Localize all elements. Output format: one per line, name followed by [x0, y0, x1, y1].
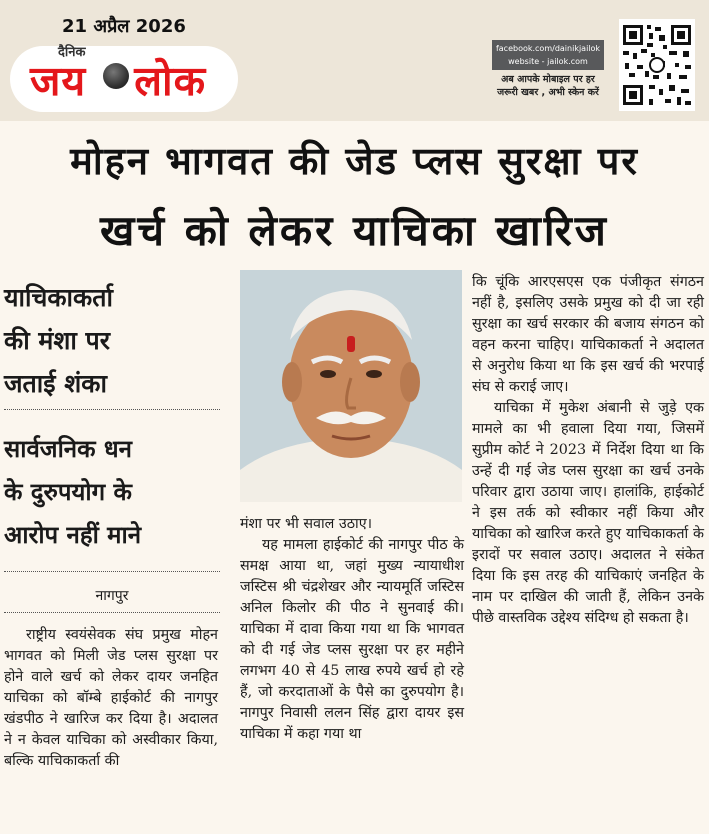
- divider: [4, 409, 220, 410]
- daily-label: दैनिक: [58, 45, 86, 60]
- social-links-box: [492, 40, 604, 70]
- subhead-misuse-line: के दुरुपयोग के: [4, 478, 132, 506]
- body-column-3: [472, 272, 704, 629]
- subhead-intent-line: जताई शंका: [4, 369, 107, 398]
- facebook-link[interactable]: facebook.com/dainikjailok: [495, 44, 601, 53]
- divider: [4, 571, 220, 572]
- body-column-2: [240, 514, 464, 745]
- body-paragraph: याचिका में मुकेश अंबानी से जुड़े एक मामले का भी हवाला दिया गया, जिसमें सुप्रीम कोर्ट ने 2023 में निर्देश दिया था कि उन्हें दी गई जेड प्लस सुरक्षा का खर्च उनके परिवार द्वारा उठाया जाए। हालांकि, हाईकोर्ट ने इस तर्क को स्वीकार नहीं किया और याचिका को खारिज करते हुए याचिकाकर्ता के इरादों पर सवाल उठाए। अदालत ने संकेत दिया कि इस तरह की याचिकाएं जनहित के नाम पर दाखिल की जाती हैं, लेकिन उनके पीछे वास्तविक उद्देश्य संदिग्ध हो सकता है।: [472, 400, 704, 626]
- qr-code-icon[interactable]: [619, 19, 695, 111]
- scan-prompt: [486, 73, 610, 99]
- body-column-1: [4, 625, 218, 772]
- body-paragraph: राष्ट्रीय स्वयंसेवक संघ प्रमुख मोहन भागवत को मिली जेड प्लस सुरक्षा पर होने वाले खर्च को लेकर दायर जनहित याचिका को बॉम्बे हाईकोर्ट की नागपुर खंडपीठ ने खारिज कर दिया है। अदालत ने न केवल याचिका को अस्वीकार किया, बल्कि याचिकाकर्ता की: [4, 627, 218, 769]
- scan-line-1: अब आपके मोबाइल पर हर: [501, 74, 595, 85]
- subhead-misuse-line: सार्वजनिक धन: [4, 435, 132, 463]
- headline-line-2: खर्च को लेकर याचिका खारिज: [100, 206, 609, 255]
- website-link[interactable]: website - jailok.com: [508, 57, 588, 66]
- subhead-intent-line: याचिकाकर्ता: [4, 283, 113, 312]
- body-paragraph: यह मामला हाईकोर्ट की नागपुर पीठ के समक्ष आया था, जहां मुख्य न्यायाधीश जस्टिस श्री चंद्रशेखर और न्यायमूर्ति जस्टिस अनिल किलोर की पीठ ने सुनवाई की। याचिका में दावा किया गया था कि भागवत को दी गई जेड प्लस सुरक्षा पर हर महीने लगभग 40 से 45 लाख रुपये खर्च हो रहे हैं, जो करदाताओं के पैसे का दुरुपयोग है। नागपुर निवासी ललन सिंह द्वारा दायर इस याचिका में कहा गया था: [240, 537, 464, 742]
- subhead-misuse: [4, 428, 219, 557]
- headline-line-1: मोहन भागवत की जेड प्लस सुरक्षा पर: [70, 139, 639, 183]
- logo-word-jai: जय: [30, 57, 87, 105]
- divider: [4, 612, 220, 613]
- dateline: नागपुर: [95, 588, 129, 604]
- subhead-intent: [4, 276, 219, 405]
- globe-icon: [103, 63, 129, 89]
- body-paragraph: मंशा पर भी सवाल उठाए।: [240, 516, 373, 532]
- portrait-photo: [240, 270, 462, 502]
- subhead-misuse-line: आरोप नहीं माने: [4, 521, 142, 549]
- scan-line-2: जरूरी खबर , अभी स्केन करें: [497, 87, 599, 98]
- logo-word-lok: लोक: [134, 57, 207, 105]
- body-paragraph: कि चूंकि आरएसएस एक पंजीकृत संगठन नहीं है, इसलिए उसके प्रमुख को दी जा रही सुरक्षा का खर्च सरकार की बजाय संगठन को वहन करना चाहिए। याचिकाकर्ता ने अदालत से अनुरोध किया था कि इस खर्च की भरपाई संघ से कराई जाए।: [472, 274, 704, 395]
- issue-date: 21 अप्रैल 2026: [62, 16, 186, 37]
- subhead-intent-line: की मंशा पर: [4, 326, 110, 355]
